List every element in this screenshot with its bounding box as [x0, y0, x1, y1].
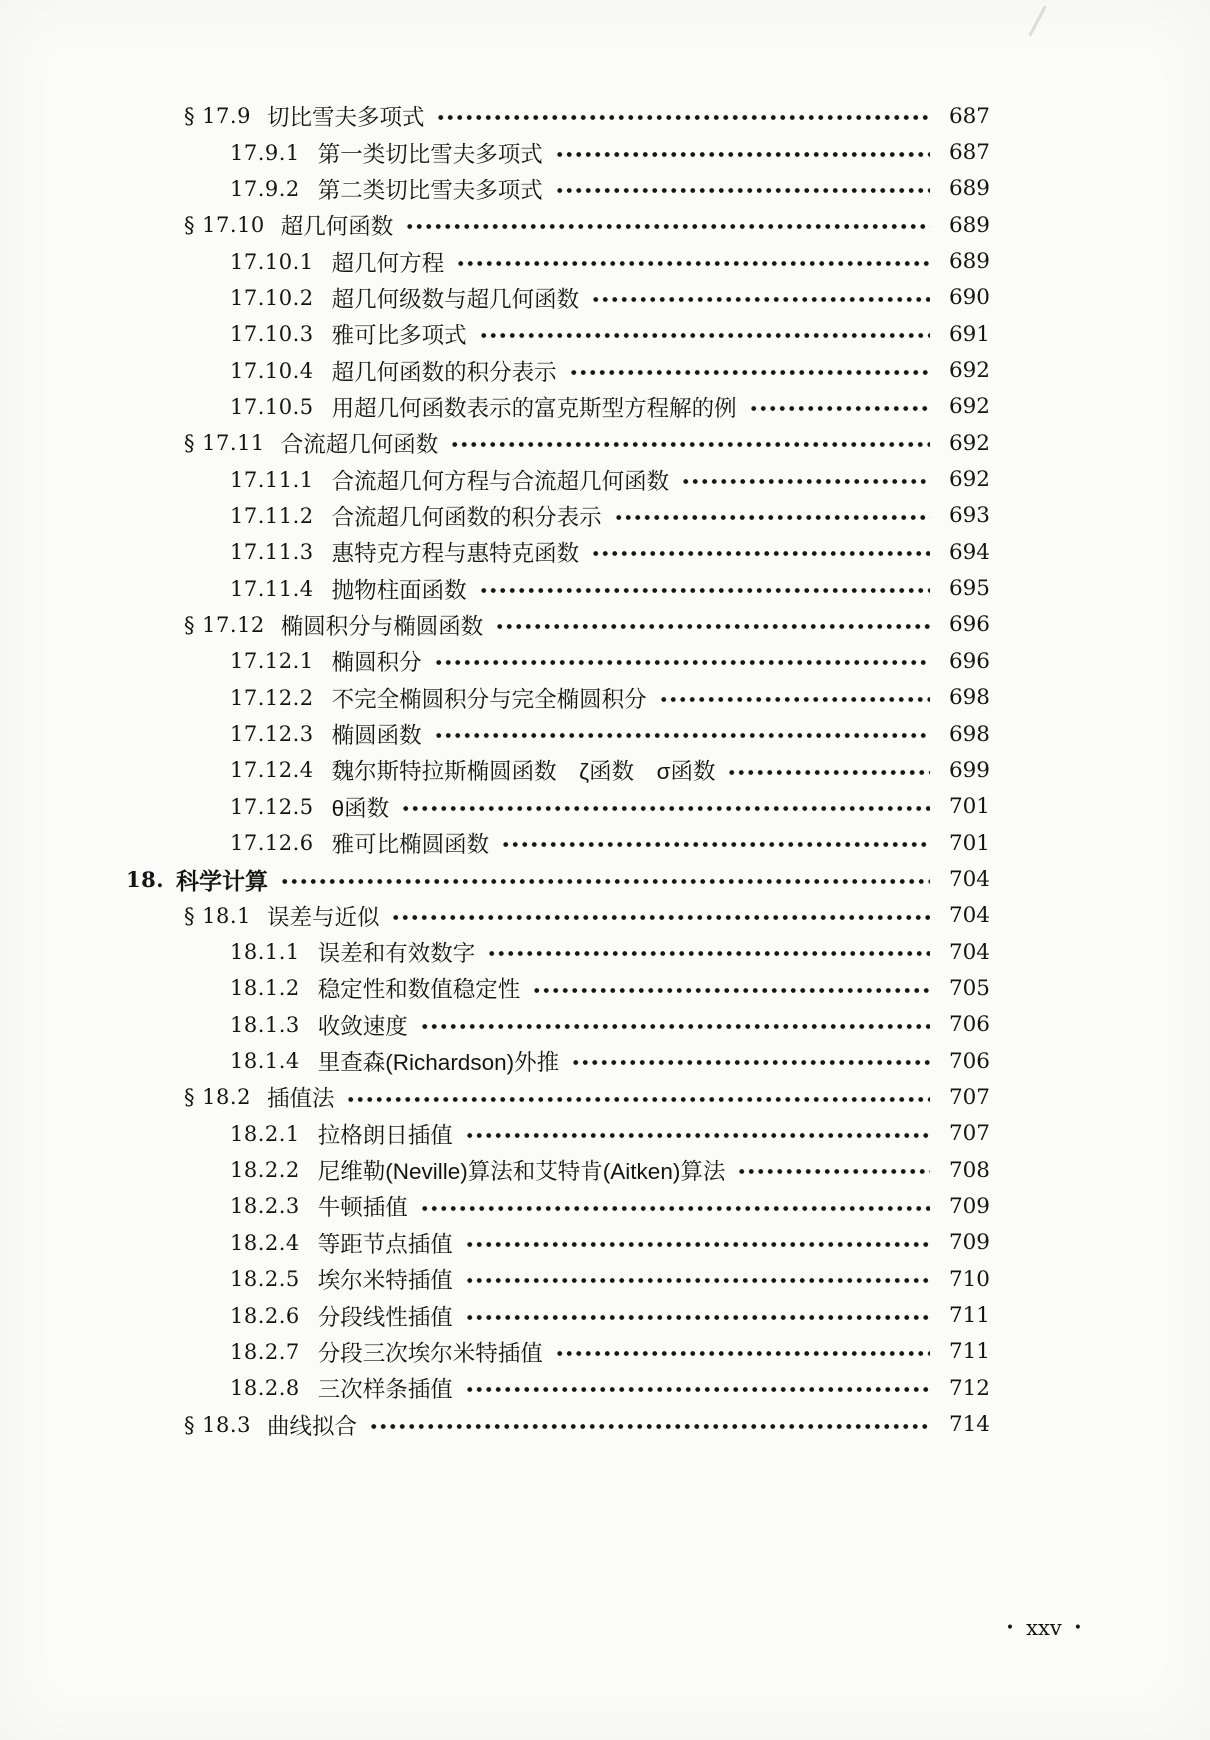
toc-entry-title: 雅可比多项式: [331, 323, 467, 349]
dot-leader: [725, 752, 930, 788]
toc-entry-number: 17.10.5: [230, 394, 314, 419]
toc-entry-title: 惠特克方程与惠特克函数: [331, 541, 580, 567]
toc-entry: [0, 825, 1210, 861]
toc-entry: [0, 861, 1210, 897]
toc-entry: [0, 680, 1210, 716]
toc-entry-page: 704: [948, 866, 990, 892]
page-footer: [994, 1616, 1094, 1640]
toc-entry-number: 17.11.3: [230, 540, 314, 565]
toc-entry-page: 711: [948, 1339, 990, 1365]
toc-entry-title: 椭圆积分与椭圆函数: [280, 613, 484, 639]
toc-entry-title: 合流超几何方程与合流超几何函数: [331, 468, 670, 494]
toc-entry-page: 693: [948, 503, 990, 529]
toc-entry: [0, 316, 1210, 352]
toc-entry-page: 689: [948, 249, 990, 275]
toc-entry-page: 691: [948, 321, 990, 347]
toc-entry: [0, 534, 1210, 570]
toc-entry-title: 超几何函数的积分表示: [331, 359, 557, 385]
dot-leader: [567, 352, 930, 388]
toc-entry-number: 17.10.3: [230, 322, 314, 347]
toc-entry: [0, 134, 1210, 170]
toc-entry-number: 17.10.1: [230, 249, 314, 274]
toc-entry-page: 692: [948, 430, 990, 456]
toc-entry-page: 709: [948, 1230, 990, 1256]
toc-entry-number: 17.10.2: [230, 285, 314, 310]
toc-entry-page: 698: [948, 685, 990, 711]
toc-entry-title: 抛物柱面函数: [331, 577, 467, 603]
dot-leader: [477, 570, 930, 606]
toc-entry-title: 分段三次埃尔米特插值: [317, 1340, 543, 1366]
toc-entry: [0, 1116, 1210, 1152]
toc-entry-number: 18.: [126, 866, 165, 892]
toc-entry: [0, 1043, 1210, 1079]
toc-entry-title: 误差与近似: [266, 904, 380, 930]
toc-entry-title: 分段线性插值: [317, 1304, 453, 1330]
dot-leader: [485, 934, 930, 970]
toc-entry-number: 17.11.2: [230, 503, 314, 528]
toc-entry-number: 18.2.4: [230, 1230, 300, 1255]
scan-scratch-mark: [1028, 5, 1047, 36]
toc-entry-number: § 17.10: [184, 213, 265, 238]
toc-entry-number: 18.2.5: [230, 1267, 300, 1292]
toc-entry-title: 超几何方程: [331, 250, 445, 276]
toc-entry: [0, 1261, 1210, 1297]
toc-entry-title: 第二类切比雪夫多项式: [317, 177, 543, 203]
toc-entry-title: 科学计算: [176, 867, 269, 894]
dot-leader: [499, 825, 930, 861]
toc-entry-title: 里查森(Richardson)外推: [317, 1050, 560, 1076]
toc-entry: [0, 207, 1210, 243]
toc-entry-number: 18.2.3: [230, 1194, 300, 1219]
toc-entry-page: 709: [948, 1193, 990, 1219]
toc-entry-number: 17.10.4: [230, 358, 314, 383]
dot-leader: [477, 316, 930, 352]
toc-entry-title: θ函数: [331, 795, 390, 821]
toc-entry-number: 18.1.2: [230, 976, 300, 1001]
toc-entry-page: 710: [948, 1266, 990, 1292]
toc-entry-title: 尼维勒(Neville)算法和艾特肯(Aitken)算法: [317, 1159, 726, 1185]
dot-leader: [463, 1261, 930, 1297]
toc-entry-title: 埃尔米特插值: [317, 1268, 453, 1294]
toc-entry-number: § 17.9: [184, 104, 251, 129]
toc-entry-title: 收敛速度: [317, 1013, 408, 1039]
toc-entry-number: 17.9.2: [230, 176, 300, 201]
dot-leader: [553, 134, 930, 170]
dot-leader: [454, 243, 930, 279]
toc-entry-number: 18.2.7: [230, 1339, 300, 1364]
dot-leader: [434, 98, 930, 134]
toc-entry: [0, 898, 1210, 934]
toc-entry-title: 魏尔斯特拉斯椭圆函数 ζ函数 σ函数: [331, 759, 716, 785]
toc-entry-page: 704: [948, 939, 990, 965]
toc-entry-number: 17.12.1: [230, 649, 314, 674]
dot-leader: [569, 1043, 930, 1079]
toc-entry-title: 第一类切比雪夫多项式: [317, 141, 543, 167]
toc-entry: [0, 243, 1210, 279]
toc-entry: [0, 716, 1210, 752]
toc-entry-title: 合流超几何函数的积分表示: [331, 504, 602, 530]
dot-leader: [463, 1370, 930, 1406]
dot-leader: [612, 498, 930, 534]
toc-entry-number: 17.11.1: [230, 467, 314, 492]
toc-entry-title: 用超几何函数表示的富克斯型方程解的例: [331, 395, 737, 421]
toc-entry-title: 误差和有效数字: [317, 941, 476, 967]
toc-entry-page: 698: [948, 721, 990, 747]
dot-leader: [432, 716, 930, 752]
toc-entry: [0, 1007, 1210, 1043]
toc-entry-title: 曲线拟合: [266, 1413, 357, 1439]
toc-entry-number: 18.1.4: [230, 1049, 300, 1074]
toc-entry-page: 687: [948, 140, 990, 166]
toc-entry-number: 17.12.6: [230, 831, 314, 856]
toc-entry-page: 701: [948, 794, 990, 820]
dot-leader: [747, 389, 930, 425]
toc-entry-title: 不完全椭圆积分与完全椭圆积分: [331, 686, 647, 712]
toc-entry-page: 687: [948, 103, 990, 129]
toc-entry-number: 17.12.5: [230, 794, 314, 819]
dot-leader: [553, 1334, 930, 1370]
dot-leader: [399, 789, 930, 825]
toc-entry-title: 拉格朗日插值: [317, 1122, 453, 1148]
toc-entry: [0, 425, 1210, 461]
toc-entry: [0, 1334, 1210, 1370]
toc-entry-title: 椭圆函数: [331, 723, 422, 749]
toc-entry-page: 714: [948, 1412, 990, 1438]
toc-entry: [0, 643, 1210, 679]
toc-entry: [0, 98, 1210, 134]
toc-entry: [0, 498, 1210, 534]
toc-entry-number: § 18.1: [184, 903, 251, 928]
toc-entry-page: 706: [948, 1012, 990, 1038]
toc-entry-number: 18.2.8: [230, 1376, 300, 1401]
toc-entry: [0, 789, 1210, 825]
dot-leader: [589, 280, 930, 316]
toc-entry-title: 插值法: [266, 1086, 335, 1112]
toc-entry: [0, 1152, 1210, 1188]
dot-leader: [553, 171, 930, 207]
toc-entry-title: 椭圆积分: [331, 650, 422, 676]
toc-entry-number: 17.9.1: [230, 140, 300, 165]
toc-entry-page: 706: [948, 1048, 990, 1074]
dot-leader: [448, 425, 930, 461]
toc-entry-number: 18.2.2: [230, 1158, 300, 1183]
toc-entry-page: 711: [948, 1303, 990, 1329]
toc-entry: [0, 1370, 1210, 1406]
toc-entry-number: § 17.12: [184, 612, 265, 637]
toc-entry: [0, 461, 1210, 497]
toc-entry-page: 692: [948, 467, 990, 493]
toc-entry-title: 超几何级数与超几何函数: [331, 286, 580, 312]
toc-entry: [0, 1406, 1210, 1442]
toc-entry-page: 712: [948, 1375, 990, 1401]
toc-entry-title: 等距节点插值: [317, 1231, 453, 1257]
toc-entry-title: 雅可比椭圆函数: [331, 832, 490, 858]
dot-leader: [418, 1007, 930, 1043]
toc-entry-title: 切比雪夫多项式: [266, 105, 425, 131]
dot-leader: [344, 1079, 930, 1115]
toc-entry-number: 18.1.1: [230, 940, 300, 965]
toc-entry-title: 三次样条插值: [317, 1377, 453, 1403]
dot-leader: [389, 898, 930, 934]
dot-leader: [432, 643, 930, 679]
toc-entry-number: 17.12.2: [230, 685, 314, 710]
dot-leader: [657, 680, 930, 716]
toc-entry-page: 701: [948, 830, 990, 856]
folio-roman-numeral: xxv: [1026, 1616, 1062, 1640]
toc-entry-page: 704: [948, 903, 990, 929]
dot-leader: [735, 1152, 930, 1188]
toc-entry: [0, 280, 1210, 316]
toc-entry: [0, 352, 1210, 388]
toc-entry-page: 694: [948, 539, 990, 565]
toc-entry: [0, 607, 1210, 643]
dot-leader: [589, 534, 930, 570]
toc-entry-page: 690: [948, 285, 990, 311]
toc-entry: [0, 752, 1210, 788]
dot-leader: [679, 461, 930, 497]
toc-entry-number: 17.11.4: [230, 576, 314, 601]
toc-entry: [0, 171, 1210, 207]
toc-entry-page: 699: [948, 757, 990, 783]
toc-entry-number: 17.12.3: [230, 722, 314, 747]
toc-entry: [0, 1225, 1210, 1261]
toc-entry-number: 18.2.1: [230, 1121, 300, 1146]
toc-entry-number: § 18.2: [184, 1085, 251, 1110]
table-of-contents: [0, 98, 1210, 1443]
toc-entry-page: 705: [948, 975, 990, 1001]
toc-entry-page: 689: [948, 176, 990, 202]
toc-entry-page: 696: [948, 612, 990, 638]
dot-leader: [403, 207, 930, 243]
toc-entry-number: § 18.3: [184, 1412, 251, 1437]
toc-entry: [0, 1079, 1210, 1115]
toc-entry-number: 18.1.3: [230, 1012, 300, 1037]
toc-entry-number: 17.12.4: [230, 758, 314, 783]
toc-entry-number: § 17.11: [184, 431, 265, 456]
dot-leader: [463, 1297, 930, 1333]
toc-entry: [0, 570, 1210, 606]
toc-entry-page: 707: [948, 1121, 990, 1147]
toc-entry-page: 692: [948, 358, 990, 384]
dot-leader: [278, 861, 930, 897]
toc-entry-number: 18.2.6: [230, 1303, 300, 1328]
toc-entry-title: 合流超几何函数: [280, 432, 439, 458]
toc-entry-page: 707: [948, 1084, 990, 1110]
toc-entry-page: 696: [948, 648, 990, 674]
dot-leader: [367, 1406, 930, 1442]
dot-leader: [463, 1116, 930, 1152]
toc-entry-title: 超几何函数: [280, 214, 394, 240]
toc-entry-page: 695: [948, 576, 990, 602]
toc-entry-page: 708: [948, 1157, 990, 1183]
toc-entry: [0, 934, 1210, 970]
footer-bullet-right: •: [1073, 1620, 1082, 1636]
toc-entry-page: 692: [948, 394, 990, 420]
dot-leader: [530, 970, 930, 1006]
toc-entry: [0, 1297, 1210, 1333]
toc-entry: [0, 970, 1210, 1006]
toc-entry-title: 牛顿插值: [317, 1195, 408, 1221]
footer-bullet-left: •: [1005, 1620, 1015, 1636]
dot-leader: [463, 1225, 930, 1261]
dot-leader: [418, 1188, 930, 1224]
toc-entry-title: 稳定性和数值稳定性: [317, 977, 521, 1003]
toc-entry-page: 689: [948, 212, 990, 238]
toc-entry: [0, 1188, 1210, 1224]
toc-entry: [0, 389, 1210, 425]
dot-leader: [493, 607, 930, 643]
